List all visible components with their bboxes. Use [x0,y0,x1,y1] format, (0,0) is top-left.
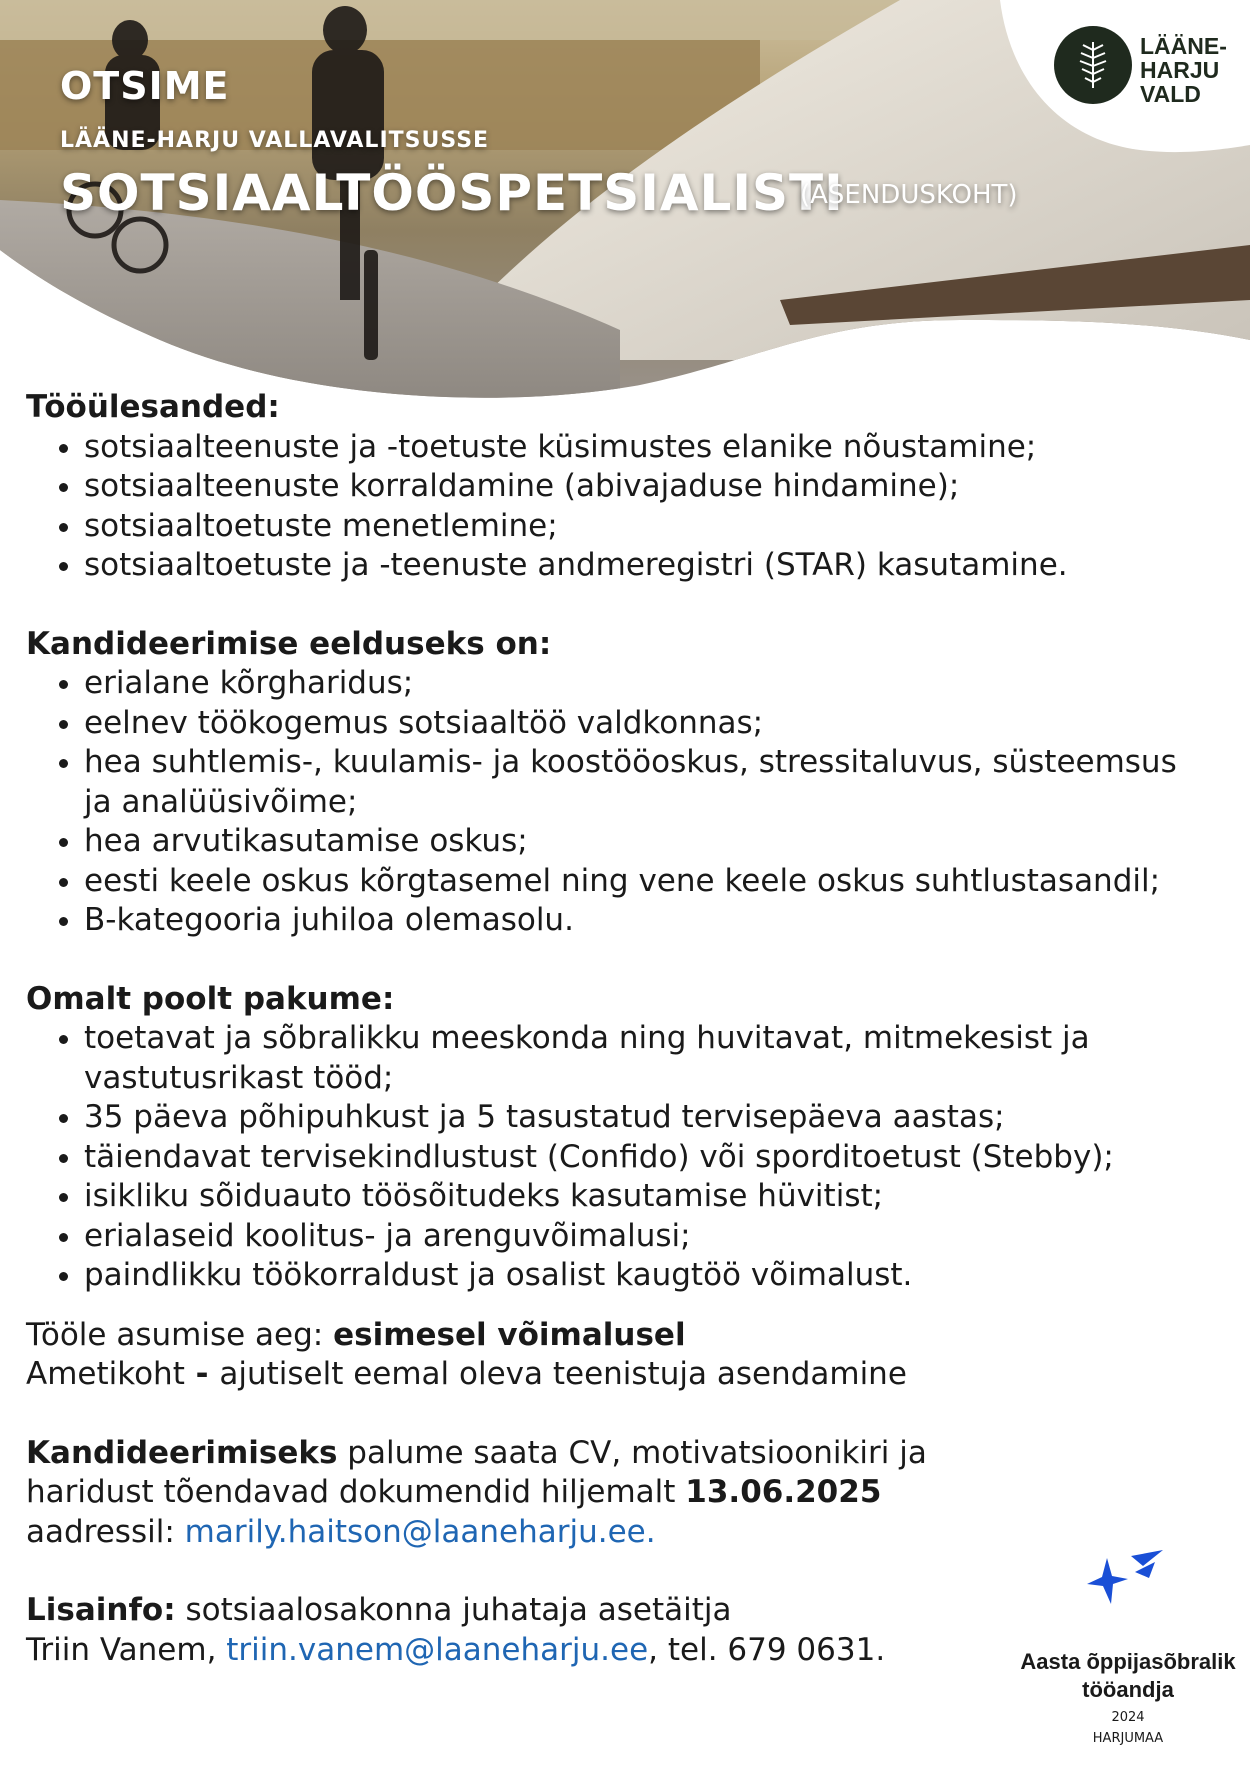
list-item: • sotsiaalteenuste ja -toetuste küsimustes elanike nõustamine; [84,428,1206,468]
header-kicker: OTSIME [60,64,230,108]
section-title-offer: Omalt poolt pakume: [26,980,395,1017]
list-item: • täiendavat tervisekindlustust (Confido) või sporditoetust (Stebby); [84,1138,1206,1178]
apply-lead: Kandideerimiseks [26,1434,338,1471]
list-item: • sotsiaalteenuste korraldamine (abivajaduse hindamine); [84,467,1206,507]
list-item: • erialaseid koolitus- ja arenguvõimalusi; [84,1217,1206,1257]
logo-line: VALD [1140,81,1201,107]
header-banner [0,0,1250,420]
offer-list [26,1019,1206,1296]
section-title-duties: Tööülesanded: [26,389,280,425]
award-region: HARJUMAA [1092,1731,1164,1746]
position-label: Ametikoht [26,1356,185,1392]
job-subtitle: (ASENDUSKOHT) [800,180,1018,210]
apply-text: palume saata CV, motivatsioonikiri ja [337,1434,927,1471]
contact-email-link[interactable]: triin.vanem@laaneharju.ee [226,1631,649,1668]
list-item: • paindlikku töökorraldust ja osalist kaugtöö võimalust. [84,1256,1206,1296]
apply-email-link[interactable]: marily.haitson@laaneharju.ee. [184,1513,656,1550]
list-item: • eesti keele oskus kõrgtasemel ning vene keele oskus suhtlustasandil; [84,862,1206,902]
list-item: • isikliku sõiduauto töösõitudeks kasutamise hüvitist; [84,1177,1206,1217]
logo-line: LÄÄNE- [1140,33,1227,59]
apply-line-3 [26,1513,1206,1553]
logo-line: HARJU [1140,57,1220,83]
municipality-logo-text [1140,34,1227,106]
duties-list [26,428,1206,586]
apply-line-1 [26,1434,1206,1474]
list-item: • erialane kõrgharidus; [84,664,1206,704]
contact-phone: , tel. 679 0631. [648,1631,886,1668]
award-badge [1008,1548,1248,1746]
list-item: • hea arvutikasutamise oskus; [84,822,1206,862]
award-title: Aasta õppijasõbralik tööandja [1020,1649,1236,1702]
job-title: SOTSIAALTÖÖSPETSIALISTI [60,164,844,222]
apply-text: aadressil: [26,1513,185,1550]
list-item: • hea suhtlemis-, kuulamis- ja koostööoskus, stressitaluvus, süsteemsus ja analüüsivõime; [84,743,1206,822]
list-item: • B-kategooria juhiloa olemasolu. [84,901,1206,941]
start-time-value: esimesel võimalusel [333,1316,686,1353]
position-value: ajutiselt eemal oleva teenistuja asendamine [219,1356,907,1392]
contact-name: Triin Vanem, [26,1631,227,1668]
list-item: • eelnev töökogemus sotsiaaltöö valdkonnas; [84,704,1206,744]
list-item: • sotsiaaltoetuste menetlemine; [84,507,1206,547]
info-lead: Lisainfo: [26,1592,176,1628]
list-item: • 35 päeva põhipuhkust ja 5 tasustatud tervisepäeva aastas; [84,1098,1206,1138]
start-time [26,1316,1206,1356]
apply-text: haridust tõendavad dokumendid hiljemalt [26,1474,686,1510]
list-item: • sotsiaaltoetuste ja -teenuste andmeregistri (STAR) kasutamine. [84,546,1206,586]
section-title-requirements: Kandideerimise eelduseks on: [26,625,552,662]
list-item: • toetavat ja sõbralikku meeskonda ning huvitavat, mitmekesist ja vastutusrikast tööd; [84,1019,1206,1098]
star-award-icon [1083,1548,1173,1618]
info-text: sotsiaalosakonna juhataja asetäitja [175,1592,732,1628]
job-description [26,388,1206,1670]
requirements-list [26,664,1206,941]
deadline-date: 13.06.2025 [685,1474,882,1510]
position-type [26,1355,1206,1395]
header-unit: LÄÄNE-HARJU VALLAVALITSUSSE [60,128,490,153]
tree-leaf-icon [1054,26,1132,104]
position-dash: - [184,1356,220,1392]
award-year: 2024 [1111,1710,1145,1725]
start-time-label: Tööle asumise aeg: [26,1316,334,1353]
apply-line-2 [26,1473,1206,1513]
